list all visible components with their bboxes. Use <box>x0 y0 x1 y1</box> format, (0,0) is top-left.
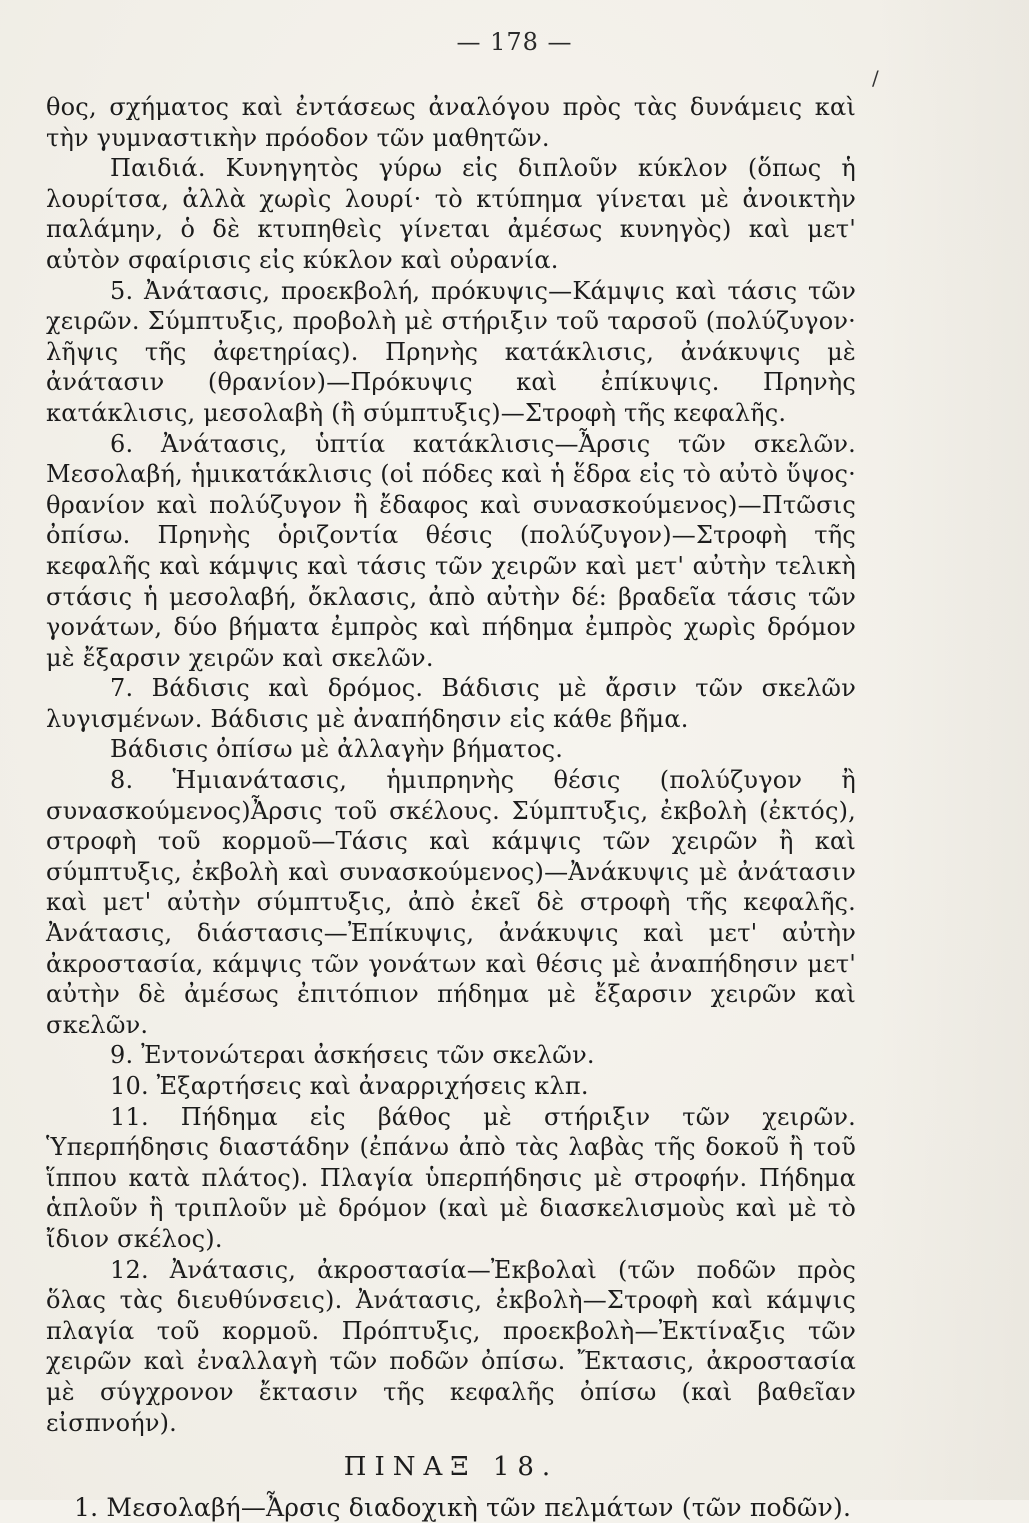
margin-mark: / <box>872 66 879 90</box>
paragraph-exercise-9: 9. Ἐντονώτεραι ἀσκήσεις τῶν σκελῶν. <box>110 1041 595 1070</box>
paragraph-exercise-11: 11. Πήδημα εἰς βάθος μὲ στήριξιν τῶν χειρῶν. Ὑπερπήδησις διαστάδην (ἐπάνω ἀπὸ τὰς λαβὰς τῆς δοκοῦ ἢ τοῦ ἵππου κατὰ πλάτος). Πλαγία ὑπερπήδησις μὲ στροφήν. Πήδημα ἁπλοῦν ἢ τριπλοῦν μὲ δρόμον (καὶ μὲ διασκελισμοὺς καὶ μὲ τὸ ἴδιον σκέλος). <box>46 1102 856 1253</box>
body-text <box>46 92 856 1523</box>
paragraph-exercise-8: 8. Ἡμιανάτασις, ἡμιπρηνὴς θέσις (πολύζυγον ἢ συνασκούμενος)Ἆρσις τοῦ σκέλους. Σύμπτυξις, ἐκβολὴ (ἐκτός), στροφὴ τοῦ κορμοῦ—Τάσις καὶ κάμψις τῶν χειρῶν ἢ καὶ σύμπτυξις, ἐκβολὴ καὶ συνασκούμενος)—Ἀνάκυψις μὲ ἀνάτασιν καὶ μετ' αὐτὴν σύμπτυξις, ἀπὸ ἐκεῖ δὲ στροφὴ τῆς κεφαλῆς. Ἀνάτασις, διάστασις—Ἐπίκυψις, ἀνάκυψις καὶ μετ' αὐτὴν ἀκροστασία, κάμψις τῶν γονάτων καὶ θέσις μὲ ἀναπήδησιν μετ' αὐτὴν δὲ ἀμέσως ἐπιτόπιον πήδημα μὲ ἔξαρσιν χειρῶν καὶ σκελῶν. <box>46 766 856 1039</box>
table-item: 1. Μεσολαβή—Ἆρσις διαδοχικὴ τῶν πελμάτων (τῶν ποδῶν). <box>74 1492 852 1522</box>
paragraph-exercise-5: 5. Ἀνάτασις, προεκβολή, πρόκυψις—Κάμψις καὶ τάσις τῶν χειρῶν. Σύμπτυξις, προβολὴ μὲ στήριξιν τοῦ ταρσοῦ (πολύζυγον· λῆψις τῆς ἀφετηρίας). Πρηνὴς κατάκλισις, ἀνάκυψις μὲ ἀνάτασιν (θρανίον)—Πρόκυψις καὶ ἐπίκυψις. Πρηνὴς κατάκλισις, μεσολαβὴ (ἢ σύμπτυξις)—Στροφὴ τῆς κεφαλῆς. <box>46 276 856 427</box>
paragraph-exercise-12: 12. Ἀνάτασις, ἀκροστασία—Ἐκβολαὶ (τῶν ποδῶν πρὸς ὅλας τὰς διευθύνσεις). Ἀνάτασις, ἐκβολὴ—Στροφὴ καὶ κάμψις πλαγία τοῦ κορμοῦ. Πρόπτυξις, προεκβολὴ—Ἐκτίναξις τῶν χειρῶν καὶ ἐναλλαγὴ τῶν ποδῶν ὀπίσω. Ἔκτασις, ἀκροστασία μὲ σύγχρονον ἔκτασιν τῆς κεφαλῆς ὀπίσω (καὶ βαθεῖαν εἰσπνοήν). <box>46 1255 856 1437</box>
paragraph-exercise-7: 7. Βάδισις καὶ δρόμος. Βάδισις μὲ ἄρσιν τῶν σκελῶν λυγισμένων. Βάδισις μὲ ἀναπήδησιν εἰς κάθε βῆμα. <box>46 674 856 733</box>
table-heading: ΠΙΝΑΞ 18. <box>343 1452 559 1483</box>
paragraph-game: Παιδιά. Κυνηγητὸς γύρω εἰς διπλοῦν κύκλον (ὅπως ἡ λουρίτσα, ἀλλὰ χωρὶς λουρί· τὸ κτύπημα γίνεται μὲ ἀνοικτὴν παλάμην, ὁ δὲ κτυπηθεὶς γίνεται ἀμέσως κυνηγὸς) καὶ μετ' αὐτὸν σφαίρισις εἰς κύκλον καὶ οὐρανία. <box>46 154 856 274</box>
paragraph-exercise-6: 6. Ἀνάτασις, ὑπτία κατάκλισις—Ἆρσις τῶν σκελῶν. Μεσολαβή, ἡμικατάκλισις (οἱ πόδες καὶ ἡ ἕδρα εἰς τὸ αὐτὸ ὕψος· θρανίον καὶ πολύζυγον ἢ ἔδαφος καὶ συνασκούμενος)—Πτῶσις ὀπίσω. Πρηνὴς ὁριζοντία θέσις (πολύζυγον)—Στροφὴ τῆς κεφαλῆς καὶ κάμψις καὶ τάσις τῶν χειρῶν καὶ μετ' αὐτὴν τελικὴ στάσις ἡ μεσολαβή, ὄκλασις, ἀπὸ αὐτὴν δέ: βραδεῖα τάσις τῶν γονάτων, δύο βήματα ἐμπρὸς καὶ πήδημα ἐμπρὸς χωρὶς δρόμον μὲ ἔξαρσιν χειρῶν καὶ σκελῶν. <box>46 429 856 672</box>
paragraph-exercise-10: 10. Ἐξαρτήσεις καὶ ἀναρριχήσεις κλπ. <box>110 1072 589 1100</box>
paragraph-continuation: θος, σχήματος καὶ ἐντάσεως ἀναλόγου πρὸς τὰς δυνάμεις καὶ τὴν γυμναστικὴν πρόοδον τῶν μαθητῶν. <box>46 93 856 152</box>
paragraph-exercise-7-cont: Βάδισις ὀπίσω μὲ ἀλλαγὴν βήματος. <box>110 735 564 764</box>
show-through-shadow <box>879 0 1029 1500</box>
page-number: — 178 — <box>456 28 573 56</box>
